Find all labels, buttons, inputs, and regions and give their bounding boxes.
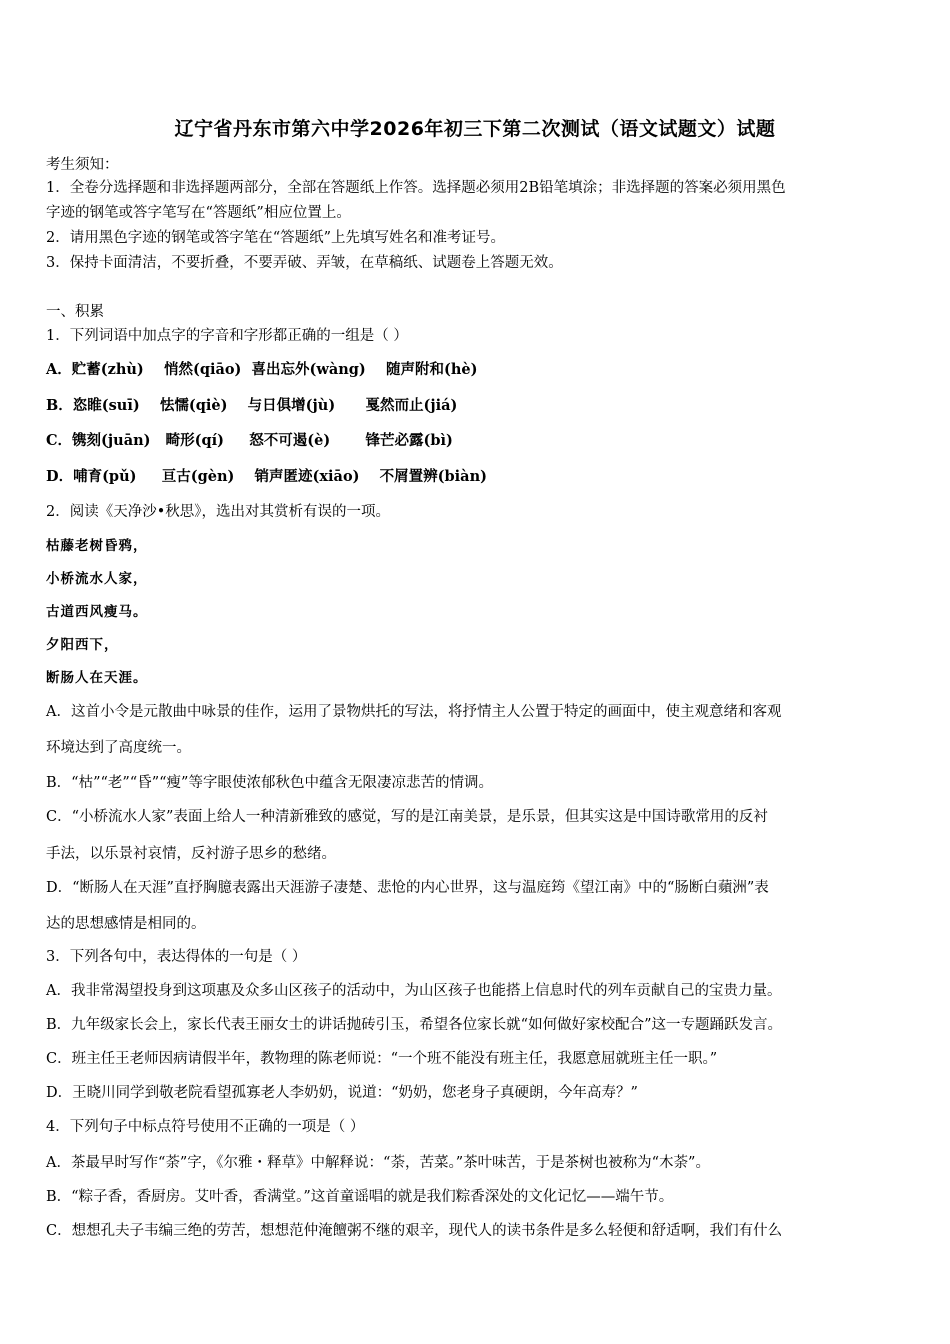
- poem-line: 夕阳西下，: [46, 637, 119, 653]
- question-2-option-a: A．这首小令是元散曲中咏景的佳作，运用了景物烘托的写法，将抒情主人公置于特定的画面中，使主观意绪和客观: [46, 704, 782, 720]
- page-title: 辽宁省丹东市第六中学2026年初三下第二次测试（语文试题文）试题: [174, 118, 776, 140]
- question-1-option-d: D．哺育(pǔ) 亘古(gèn) 销声匿迹(xiāo) 不屑置辨(biàn): [46, 468, 487, 485]
- question-1-option-b: B．恣睢(suī) 怯懦(qiè) 与日俱增(jù) 戛然而止(jiá): [46, 397, 458, 414]
- poem-line: 古道西风瘦马。: [46, 604, 148, 620]
- notice-item: 1．全卷分选择题和非选择题两部分，全部在答题纸上作答。选择题必须用2B铅笔填涂；非选择题的答案必须用黑色: [46, 180, 786, 196]
- question-2-option-d: D．“断肠人在天涯”直抒胸臆表露出天涯游子凄楚、悲怆的内心世界，这与温庭筠《望江南》中的“肠断白蘋洲”表: [46, 880, 769, 896]
- question-2-stem: 2．阅读《天净沙•秋思》，选出对其赏析有误的一项。: [46, 504, 391, 520]
- question-2-option-b: B．“枯”“老”“昏”“瘦”等字眼使浓郁秋色中蕴含无限凄凉悲苦的情调。: [46, 775, 493, 791]
- poem-line: 枯藤老树昏鸦，: [46, 538, 148, 554]
- notice-item: 2．请用黑色字迹的钢笔或答字笔在“答题纸”上先填写姓名和准考证号。: [46, 230, 506, 246]
- question-2-option-a-cont: 环境达到了高度统一。: [46, 740, 191, 756]
- question-3-option-a: A．我非常渴望投身到这项惠及众多山区孩子的活动中，为山区孩子也能搭上信息时代的列车贡献自己的宝贵力量。: [46, 983, 782, 999]
- question-2-option-c-cont: 手法，以乐景衬哀情，反衬游子思乡的愁绪。: [46, 846, 336, 862]
- question-2-option-c: C．“小桥流水人家”表面上给人一种清新雅致的感觉，写的是江南美景，是乐景，但其实这是中国诗歌常用的反衬: [46, 809, 768, 825]
- question-4-option-a: A．茶最早时写作“荼”字，《尔雅・释草》中解释说：“荼，苦菜。”茶叶味苦，于是茶树也被称为“木荼”。: [46, 1155, 710, 1171]
- question-4-stem: 4．下列句子中标点符号使用不正确的一项是（ ）: [46, 1119, 365, 1135]
- question-3-option-d: D．王晓川同学到敬老院看望孤寡老人李奶奶，说道：“奶奶，您老身子真硬朗，今年高寿？”: [46, 1085, 638, 1101]
- question-3-option-c: C．班主任王老师因病请假半年，教物理的陈老师说：“一个班不能没有班主任，我愿意屈就班主任一职。”: [46, 1051, 718, 1067]
- question-4-option-b: B．“粽子香，香厨房。艾叶香，香满堂。”这首童谣唱的就是我们粽香深处的文化记忆——端午节。: [46, 1189, 674, 1205]
- notice-heading: 考生须知：: [46, 157, 119, 173]
- question-1-option-a: A．贮蓄(zhù) 悄然(qiāo) 喜出忘外(wàng) 随声附和(hè): [46, 361, 478, 378]
- poem-line: 小桥流水人家，: [46, 571, 148, 587]
- poem-line: 断肠人在天涯。: [46, 670, 148, 686]
- section-heading: 一、积累: [46, 304, 104, 320]
- notice-item: 3．保持卡面清洁，不要折叠，不要弄破、弄皱，在草稿纸、试题卷上答题无效。: [46, 255, 563, 271]
- question-1-option-c: C．镌刻(juān) 畸形(qí) 怒不可遏(è) 锋芒必露(bì): [46, 432, 453, 449]
- question-3-stem: 3．下列各句中，表达得体的一句是（ ）: [46, 949, 307, 965]
- question-2-option-d-cont: 达的思想感情是相同的。: [46, 916, 206, 932]
- notice-item: 字迹的钢笔或答字笔写在“答题纸”相应位置上。: [46, 205, 351, 221]
- question-1-stem: 1．下列词语中加点字的字音和字形都正确的一组是（ ）: [46, 328, 408, 344]
- question-4-option-c: C．想想孔夫子韦编三绝的劳苦，想想范仲淹饘粥不继的艰辛，现代人的读书条件是多么轻便和舒适啊，我们有什么: [46, 1223, 783, 1239]
- question-3-option-b: B．九年级家长会上，家长代表王丽女士的讲话抛砖引玉，希望各位家长就“如何做好家校配合”这一专题踊跃发言。: [46, 1017, 782, 1033]
